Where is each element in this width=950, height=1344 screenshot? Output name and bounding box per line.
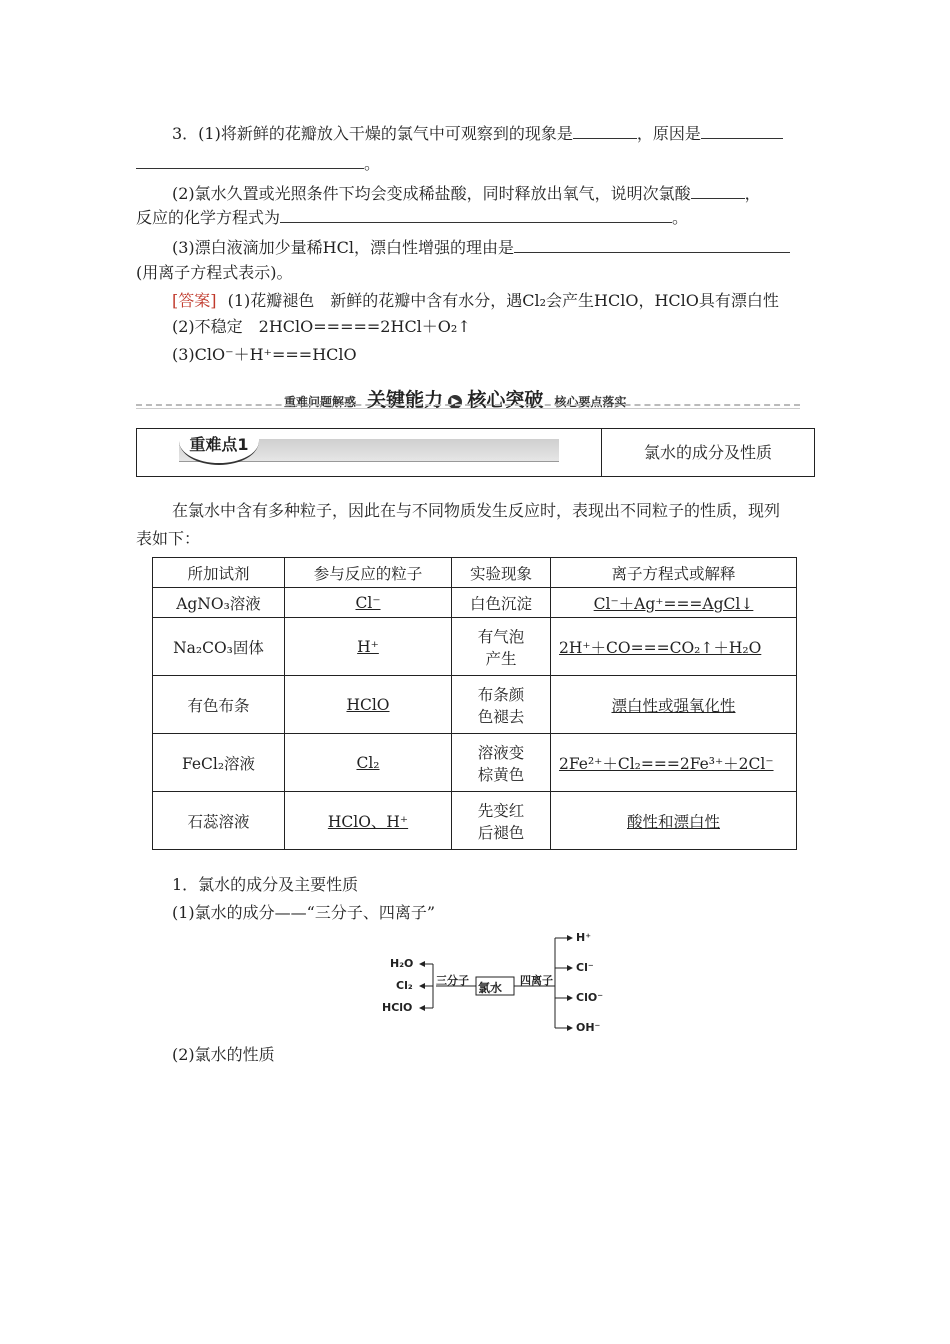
diagram-molecule: Cl₂ bbox=[396, 979, 413, 992]
section-1-title: 1．氯水的成分及主要性质 bbox=[172, 875, 359, 894]
q3-part1-text: 3．(1)将新鲜的花瓣放入干燥的氯气中可观察到的现象是 bbox=[172, 124, 573, 143]
cell-reagent: 石蕊溶液 bbox=[153, 792, 285, 850]
table-row bbox=[153, 792, 797, 850]
table-header: 离子方程式或解释 bbox=[551, 558, 797, 588]
table-header: 参与反应的粒子 bbox=[285, 558, 452, 588]
cell-phenomenon: 布条颜 色褪去 bbox=[452, 676, 551, 734]
q3-part2-text-c: 反应的化学方程式为 bbox=[136, 208, 281, 227]
table-header: 实验现象 bbox=[452, 558, 551, 588]
diagram-molecule: H₂O bbox=[390, 957, 414, 970]
focus-tag: 重难点1 bbox=[179, 433, 259, 465]
table-row bbox=[153, 734, 797, 792]
table-header: 所加试剂 bbox=[153, 558, 285, 588]
diagram-center: 氯水 bbox=[478, 981, 503, 995]
q3-part2-comma: ， bbox=[744, 184, 761, 203]
cell-reagent: FeCl₂溶液 bbox=[153, 734, 285, 792]
table-row bbox=[153, 588, 797, 618]
answer-line-3: (3)ClO⁻＋H⁺===HClO bbox=[172, 345, 357, 364]
answer-line-1 bbox=[172, 290, 779, 312]
cell-equation: 酸性和漂白性 bbox=[551, 792, 797, 850]
q3-part2-cont bbox=[136, 206, 688, 229]
cell-particle: HClO、H⁺ bbox=[285, 792, 452, 850]
cell-equation: 2H⁺＋CO===CO₂↑＋H₂O bbox=[551, 618, 797, 676]
cell-phenomenon: 白色沉淀 bbox=[452, 588, 551, 618]
banner-divider-line bbox=[136, 408, 800, 409]
answer-blank[interactable] bbox=[514, 236, 790, 253]
cell-reagent: Na₂CO₃固体 bbox=[153, 618, 285, 676]
cell-particle: Cl₂ bbox=[285, 734, 452, 792]
q3-part3-text: (3)漂白液滴加少量稀HCl，漂白性增强的理由是 bbox=[172, 238, 514, 257]
diagram-ion: ClO⁻ bbox=[576, 991, 604, 1004]
q3-part2-text: (2)氯水久置或光照条件下均会变成稀盐酸，同时释放出氧气，说明次氯酸 bbox=[172, 184, 691, 203]
banner-main-a: 关键能力 bbox=[367, 389, 444, 411]
cell-phenomenon: 有气泡 产生 bbox=[452, 618, 551, 676]
focus-box bbox=[136, 428, 815, 477]
banner-divider bbox=[136, 404, 800, 406]
banner-right-text: 核心要点落实 bbox=[554, 395, 627, 409]
focus-title: 氯水的成分及性质 bbox=[643, 443, 772, 462]
section-1-sub2: (2)氯水的性质 bbox=[172, 1045, 275, 1064]
q3-part2 bbox=[172, 182, 761, 205]
cell-equation: Cl⁻＋Ag⁺===AgCl↓ bbox=[551, 588, 797, 618]
q3-part3-cont bbox=[136, 262, 293, 284]
q3-part1-text-b: ，原因是 bbox=[636, 124, 701, 143]
intro-line-1: 在氯水中含有多种粒子，因此在与不同物质发生反应时，表现出不同粒子的性质，现列 bbox=[172, 501, 781, 520]
q3-part1-cont bbox=[136, 152, 380, 175]
answer-text-1: (1)花瓣褪色 新鲜的花瓣中含有水分，遇Cl₂会产生HClO，HClO具有漂白性 bbox=[227, 291, 779, 310]
answer-blank[interactable] bbox=[136, 152, 364, 169]
table-row bbox=[153, 676, 797, 734]
arrow-right-icon: ▶ bbox=[448, 395, 462, 409]
cell-phenomenon: 溶液变 棕黄色 bbox=[452, 734, 551, 792]
banner-left-text: 重难问题解惑 bbox=[284, 395, 357, 409]
table-header-row bbox=[153, 558, 797, 588]
answer-blank[interactable] bbox=[280, 206, 672, 223]
q3-part1-end: 。 bbox=[364, 154, 381, 173]
cell-phenomenon: 先变红 后褪色 bbox=[452, 792, 551, 850]
diagram-ion: Cl⁻ bbox=[576, 961, 594, 974]
intro-line-2: 表如下： bbox=[136, 529, 201, 548]
diagram-right-label: 四离子 bbox=[520, 974, 553, 987]
reaction-table bbox=[152, 557, 797, 850]
banner-main-b: 核心突破 bbox=[467, 389, 544, 411]
answer-blank[interactable] bbox=[701, 122, 783, 139]
answer-tag: [答案] bbox=[172, 291, 217, 310]
q3-part2-end: 。 bbox=[672, 208, 689, 227]
diagram-molecule: HClO bbox=[382, 1001, 413, 1014]
cell-reagent: 有色布条 bbox=[153, 676, 285, 734]
table-row bbox=[153, 618, 797, 676]
cell-particle: H⁺ bbox=[285, 618, 452, 676]
cell-particle: Cl⁻ bbox=[285, 588, 452, 618]
q3-part1 bbox=[172, 122, 783, 145]
answer-blank[interactable] bbox=[573, 122, 637, 139]
diagram-left-label: 三分子 bbox=[436, 974, 469, 987]
cell-particle: HClO bbox=[285, 676, 452, 734]
q3-part3-text-b: (用离子方程式表示)。 bbox=[136, 263, 293, 282]
chlorine-water-diagram bbox=[378, 930, 608, 1040]
diagram-ion: H⁺ bbox=[576, 931, 592, 944]
diagram-ion: OH⁻ bbox=[576, 1021, 601, 1034]
answer-line-2: (2)不稳定 2HClO=====2HCl＋O₂↑ bbox=[172, 317, 471, 336]
cell-equation: 漂白性或强氧化性 bbox=[551, 676, 797, 734]
q3-part3 bbox=[172, 236, 790, 259]
answer-blank[interactable] bbox=[691, 182, 745, 199]
cell-equation: 2Fe²⁺＋Cl₂===2Fe³⁺＋2Cl⁻ bbox=[551, 734, 797, 792]
section-1-sub1: (1)氯水的成分——“三分子、四离子” bbox=[172, 903, 436, 922]
cell-reagent: AgNO₃溶液 bbox=[153, 588, 285, 618]
